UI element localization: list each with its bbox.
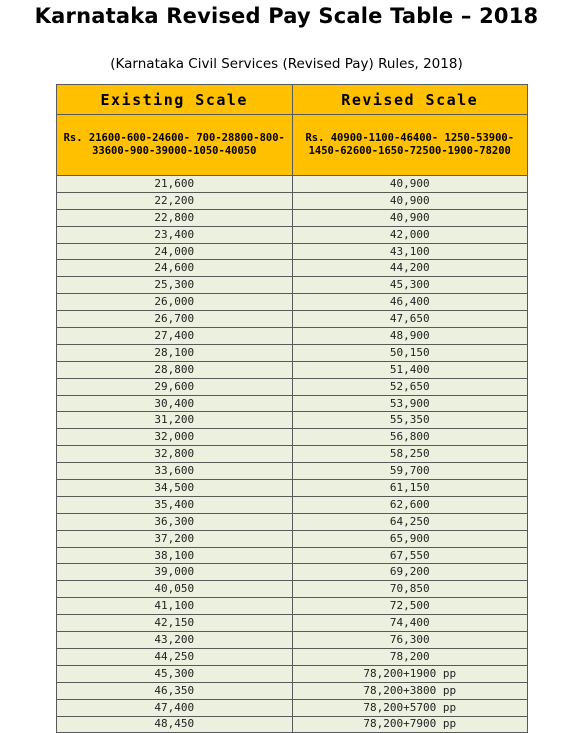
table-row <box>57 311 528 328</box>
table-row <box>57 209 528 226</box>
table-row <box>57 699 528 716</box>
revised-pay-cell: 72,500 <box>292 598 528 615</box>
existing-pay-cell: 37,200 <box>57 530 293 547</box>
revised-pay-cell: 40,900 <box>292 176 528 193</box>
revised-pay-cell: 78,200+5700 pp <box>292 699 528 716</box>
existing-pay-cell: 40,050 <box>57 581 293 598</box>
existing-pay-cell: 41,100 <box>57 598 293 615</box>
table-row <box>57 294 528 311</box>
existing-pay-cell: 22,800 <box>57 209 293 226</box>
existing-pay-cell: 45,300 <box>57 665 293 682</box>
revised-scale-definition: Rs. 40900-1100-46400- 1250-53900-1450-62600-1650-72500-1900-78200 <box>292 115 528 176</box>
existing-pay-cell: 44,250 <box>57 648 293 665</box>
existing-pay-cell: 26,700 <box>57 311 293 328</box>
scale-definition-row <box>57 115 528 176</box>
table-row <box>57 716 528 733</box>
revised-pay-cell: 40,900 <box>292 209 528 226</box>
table-row <box>57 412 528 429</box>
revised-pay-cell: 53,900 <box>292 395 528 412</box>
revised-pay-cell: 58,250 <box>292 446 528 463</box>
revised-pay-cell: 67,550 <box>292 547 528 564</box>
existing-pay-cell: 34,500 <box>57 480 293 497</box>
table-row <box>57 446 528 463</box>
table-row <box>57 480 528 497</box>
table-row <box>57 682 528 699</box>
table-row <box>57 192 528 209</box>
table-row <box>57 344 528 361</box>
existing-pay-cell: 22,200 <box>57 192 293 209</box>
table-row <box>57 648 528 665</box>
page-subtitle: (Karnataka Civil Services (Revised Pay) Rules, 2018) <box>110 56 463 72</box>
table-row <box>57 260 528 277</box>
revised-pay-cell: 44,200 <box>292 260 528 277</box>
existing-pay-cell: 24,000 <box>57 243 293 260</box>
existing-pay-cell: 33,600 <box>57 463 293 480</box>
table-row <box>57 530 528 547</box>
existing-pay-cell: 23,400 <box>57 226 293 243</box>
existing-pay-cell: 38,100 <box>57 547 293 564</box>
existing-pay-cell: 24,600 <box>57 260 293 277</box>
revised-pay-cell: 78,200+7900 pp <box>292 716 528 733</box>
revised-pay-cell: 76,300 <box>292 632 528 649</box>
table-row <box>57 243 528 260</box>
existing-pay-cell: 28,800 <box>57 361 293 378</box>
revised-pay-cell: 52,650 <box>292 378 528 395</box>
revised-pay-cell: 43,100 <box>292 243 528 260</box>
revised-pay-cell: 61,150 <box>292 480 528 497</box>
revised-pay-cell: 70,850 <box>292 581 528 598</box>
table-row <box>57 277 528 294</box>
revised-pay-cell: 78,200+1900 pp <box>292 665 528 682</box>
revised-pay-cell: 65,900 <box>292 530 528 547</box>
existing-pay-cell: 29,600 <box>57 378 293 395</box>
table-row <box>57 463 528 480</box>
revised-pay-cell: 78,200 <box>292 648 528 665</box>
pay-scale-table <box>56 84 528 733</box>
existing-pay-cell: 30,400 <box>57 395 293 412</box>
existing-pay-cell: 32,000 <box>57 429 293 446</box>
existing-scale-definition: Rs. 21600-600-24600- 700-28800-800-33600-900-39000-1050-40050 <box>57 115 293 176</box>
existing-pay-cell: 21,600 <box>57 176 293 193</box>
revised-pay-cell: 42,000 <box>292 226 528 243</box>
table-row <box>57 378 528 395</box>
existing-pay-cell: 36,300 <box>57 513 293 530</box>
existing-pay-cell: 31,200 <box>57 412 293 429</box>
revised-pay-cell: 48,900 <box>292 328 528 345</box>
page-title: Karnataka Revised Pay Scale Table – 2018 <box>34 4 539 28</box>
existing-pay-cell: 27,400 <box>57 328 293 345</box>
revised-pay-cell: 50,150 <box>292 344 528 361</box>
column-header-existing-scale: Existing Scale <box>57 85 293 115</box>
revised-pay-cell: 74,400 <box>292 615 528 632</box>
revised-pay-cell: 62,600 <box>292 496 528 513</box>
existing-pay-cell: 46,350 <box>57 682 293 699</box>
existing-pay-cell: 28,100 <box>57 344 293 361</box>
existing-pay-cell: 47,400 <box>57 699 293 716</box>
table-row <box>57 581 528 598</box>
revised-pay-cell: 69,200 <box>292 564 528 581</box>
existing-pay-cell: 25,300 <box>57 277 293 294</box>
existing-pay-cell: 48,450 <box>57 716 293 733</box>
table-row <box>57 328 528 345</box>
existing-pay-cell: 32,800 <box>57 446 293 463</box>
table-body <box>57 176 528 733</box>
revised-pay-cell: 45,300 <box>292 277 528 294</box>
revised-pay-cell: 46,400 <box>292 294 528 311</box>
table-row <box>57 632 528 649</box>
table-row <box>57 395 528 412</box>
table-row <box>57 429 528 446</box>
revised-pay-cell: 78,200+3800 pp <box>292 682 528 699</box>
table-row <box>57 226 528 243</box>
revised-pay-cell: 64,250 <box>292 513 528 530</box>
table-row <box>57 513 528 530</box>
revised-pay-cell: 51,400 <box>292 361 528 378</box>
table-row <box>57 665 528 682</box>
table-row <box>57 564 528 581</box>
table-row <box>57 176 528 193</box>
revised-pay-cell: 59,700 <box>292 463 528 480</box>
existing-pay-cell: 26,000 <box>57 294 293 311</box>
table-row <box>57 598 528 615</box>
table-row <box>57 361 528 378</box>
table-row <box>57 547 528 564</box>
existing-pay-cell: 39,000 <box>57 564 293 581</box>
table-header-row <box>57 85 528 115</box>
existing-pay-cell: 35,400 <box>57 496 293 513</box>
revised-pay-cell: 40,900 <box>292 192 528 209</box>
table-row <box>57 496 528 513</box>
revised-pay-cell: 47,650 <box>292 311 528 328</box>
existing-pay-cell: 42,150 <box>57 615 293 632</box>
table-row <box>57 615 528 632</box>
revised-pay-cell: 56,800 <box>292 429 528 446</box>
existing-pay-cell: 43,200 <box>57 632 293 649</box>
revised-pay-cell: 55,350 <box>292 412 528 429</box>
column-header-revised-scale: Revised Scale <box>292 85 528 115</box>
